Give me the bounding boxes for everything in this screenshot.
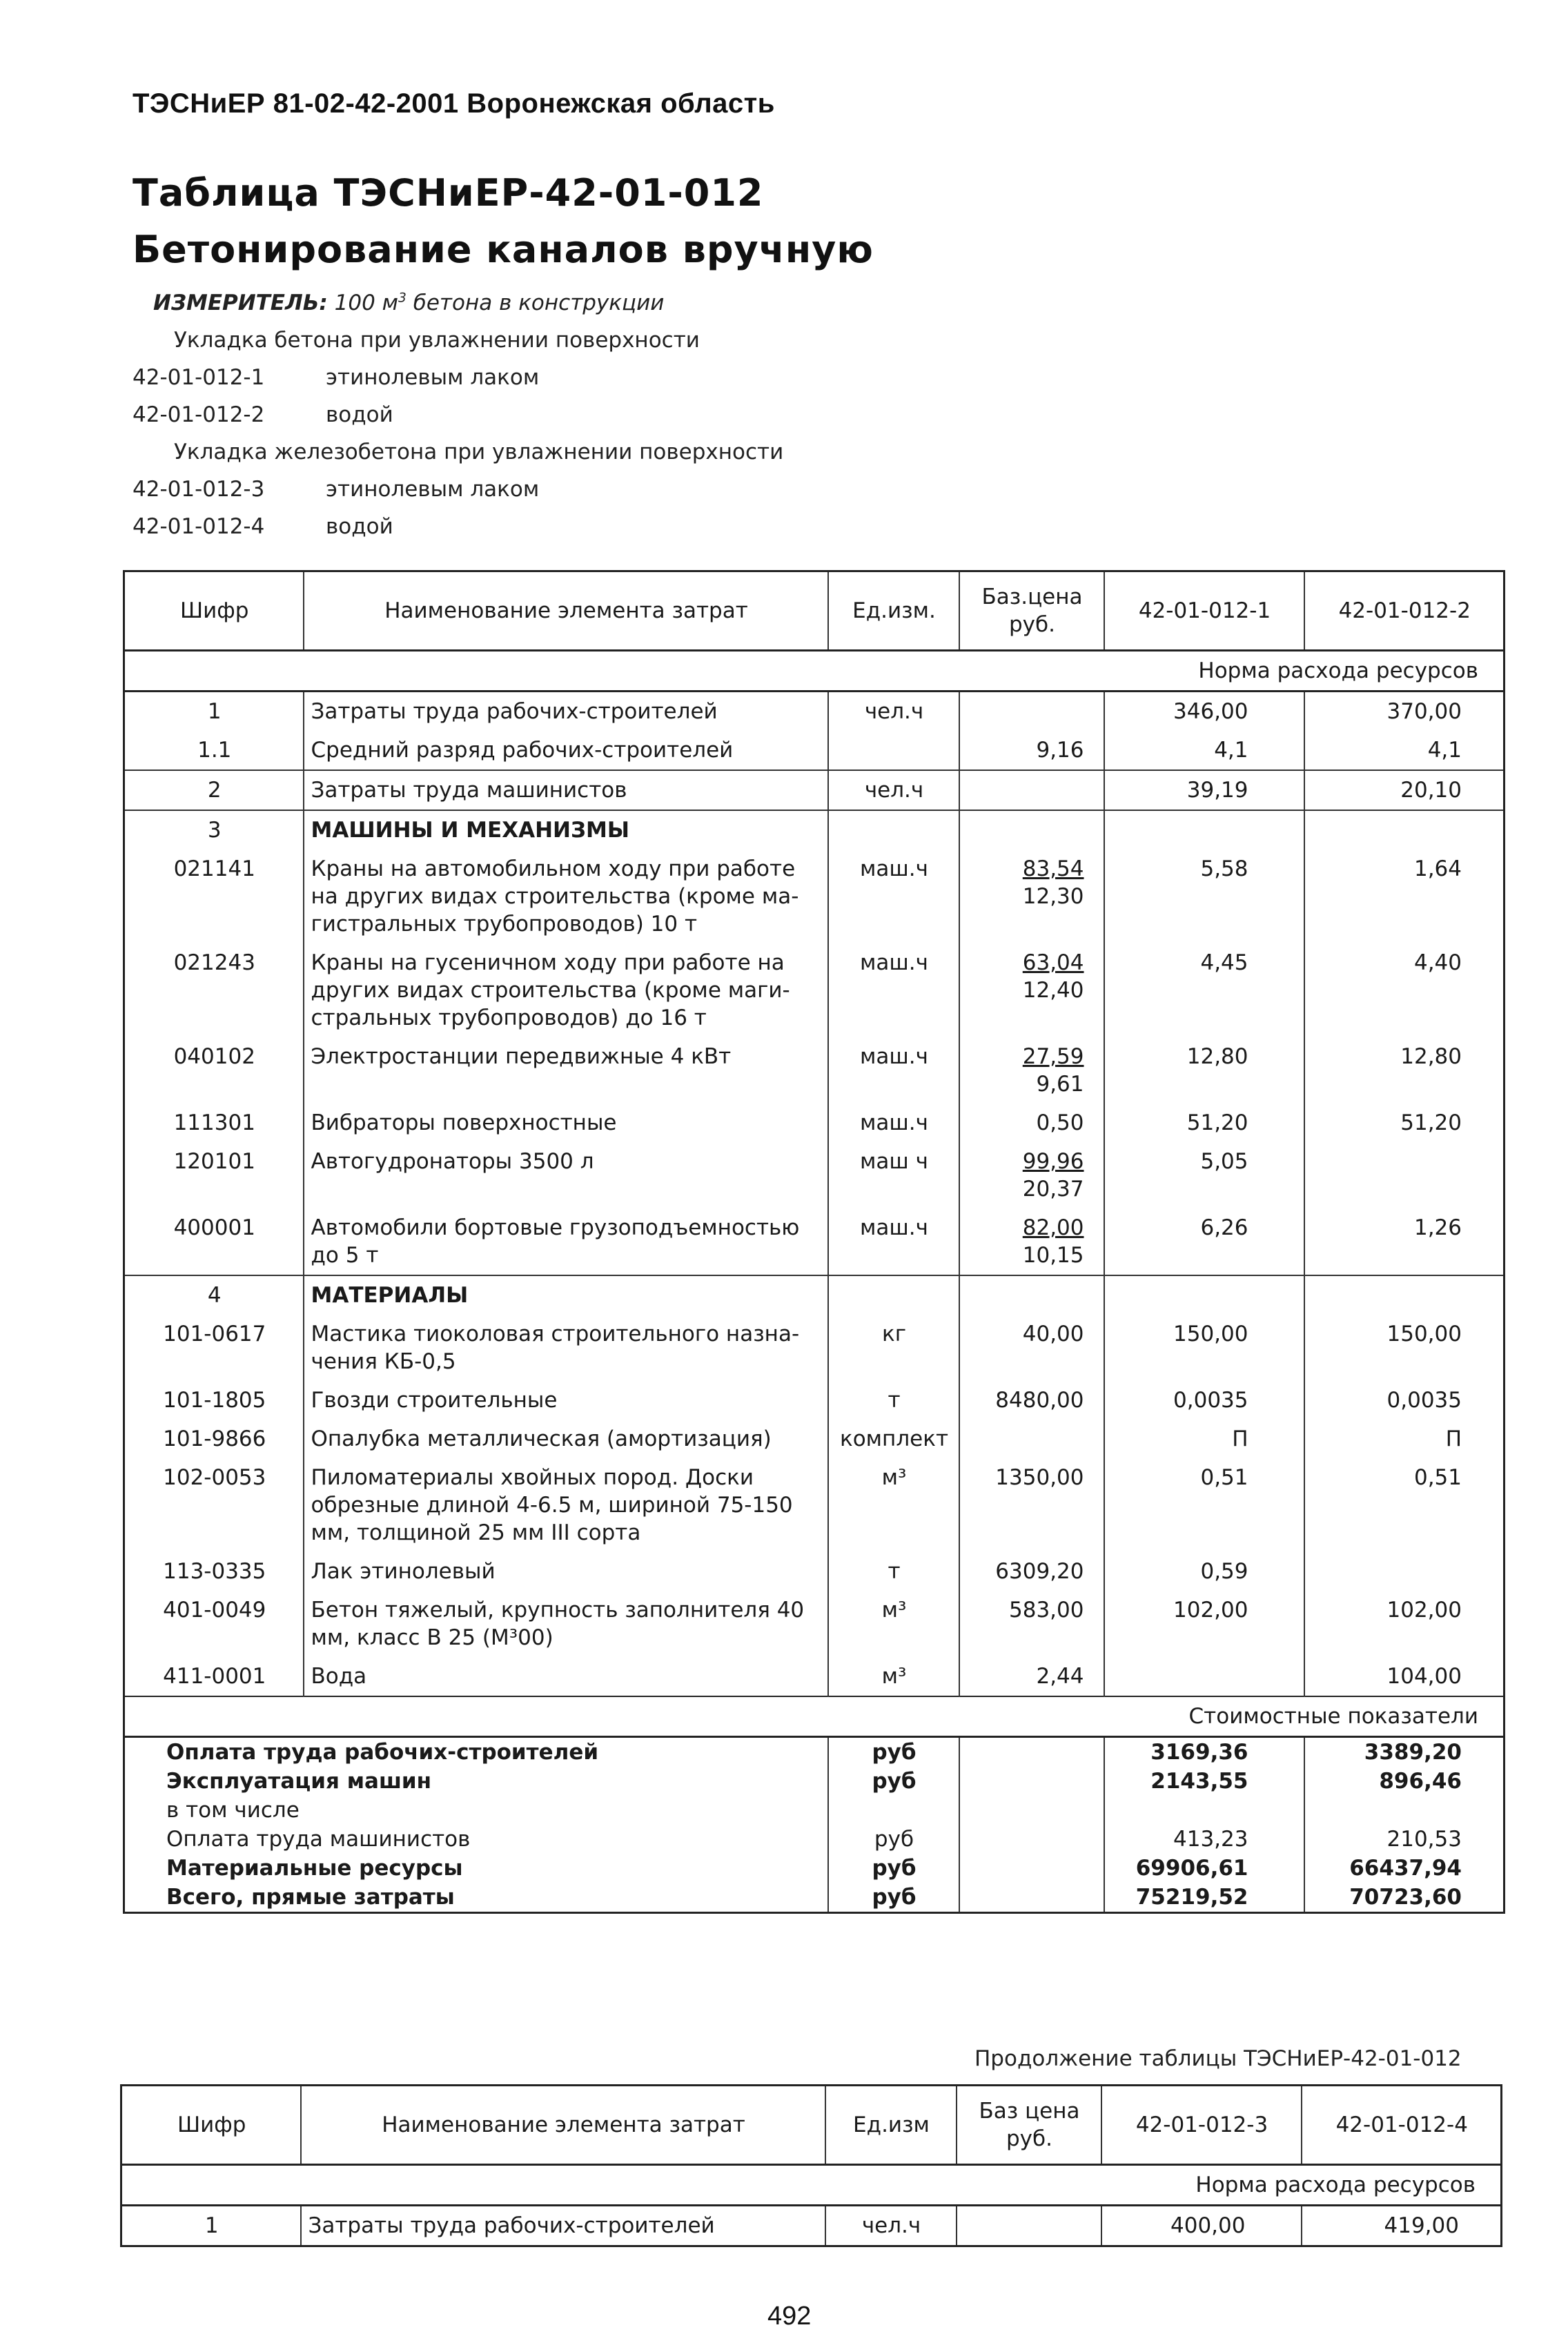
table-row	[124, 1458, 1505, 1552]
table-title: Таблица ТЭСНиЕР-42-01-012	[133, 171, 764, 215]
row-price	[959, 1420, 1104, 1458]
row-code: 101-0617	[163, 1322, 266, 1346]
row-code: 2	[124, 770, 304, 810]
group-item: 42-01-012-2 водой	[133, 402, 393, 427]
cost-value-col1: 2143,55	[1104, 1767, 1304, 1796]
table-row	[124, 731, 1505, 770]
norm-caption: Норма расхода ресурсов	[124, 651, 1505, 692]
row-price	[957, 2206, 1101, 2246]
row-code: 1	[204, 2213, 219, 2238]
row-name: Автомобили бортовые грузоподъемностью до 5 т	[304, 1208, 828, 1275]
cost-unit: руб	[828, 1825, 959, 1854]
price-operator-value: 20,37	[1022, 1177, 1084, 1202]
group-item: 42-01-012-3 этинолевым лаком	[133, 477, 540, 502]
row-value-col2: 370,00	[1304, 692, 1505, 732]
row-unit: м³	[828, 1657, 959, 1696]
header-unit: Ед.изм.	[828, 571, 959, 651]
cost-value-col2: 896,46	[1304, 1767, 1505, 1796]
header-col2: 42-01-012-2	[1304, 571, 1505, 651]
continuation-table	[120, 2084, 1502, 2247]
row-code: 1	[207, 699, 222, 724]
header-price: Баз цена руб.	[957, 2086, 1101, 2165]
cost-row	[124, 1883, 1505, 1913]
cost-value-col2	[1304, 1796, 1505, 1825]
cost-caption-row	[124, 1696, 1505, 1737]
row-value-col2: 104,00	[1304, 1657, 1505, 1696]
row-value-col2: 4,1	[1304, 731, 1505, 770]
header-unit: Ед.изм	[825, 2086, 957, 2165]
row-value-col2: П	[1304, 1420, 1505, 1458]
price-operator-value: 9,61	[1036, 1072, 1084, 1097]
row-value-col2	[1304, 1142, 1505, 1208]
table-header-row	[124, 571, 1505, 651]
row-price	[959, 1104, 1104, 1142]
row-value-col1	[1104, 810, 1304, 850]
row-value-col1: 5,58	[1104, 850, 1304, 943]
table-row	[124, 1315, 1505, 1381]
row-name: Краны на автомобильном ходу при работе на других видах строительства (кроме ма-гистральных трубопроводов) 10 т	[304, 850, 828, 943]
row-price	[959, 1552, 1104, 1591]
row-name: Автогудронаторы 3500 л	[304, 1142, 828, 1208]
table-row	[124, 1552, 1505, 1591]
price-value: 0,50	[1036, 1110, 1084, 1135]
row-price	[959, 1591, 1104, 1657]
cost-empty	[959, 1825, 1104, 1854]
row-price	[959, 1037, 1104, 1104]
resource-table	[123, 570, 1505, 1914]
row-code: 040102	[173, 1044, 255, 1069]
measure-line	[133, 284, 783, 322]
row-name: Бетон тяжелый, крупность заполнителя 40 мм, класс В 25 (М³00)	[304, 1591, 828, 1657]
row-code: 021141	[173, 856, 255, 881]
measure-value: 100 $м^3$ бетона в конструкции	[334, 291, 665, 315]
row-code: 111301	[173, 1110, 255, 1135]
price-value: 27,59	[1022, 1044, 1084, 1069]
row-value-col1: 150,00	[1104, 1315, 1304, 1381]
row-name: Средний разряд рабочих-строителей	[304, 731, 828, 770]
row-unit: м³	[828, 1591, 959, 1657]
header-name: Наименование элемента затрат	[301, 2086, 825, 2165]
row-value-col1: 12,80	[1104, 1037, 1304, 1104]
row-price	[959, 1142, 1104, 1208]
table-row	[124, 943, 1505, 1037]
row-code: 101-1805	[163, 1388, 266, 1413]
row-name: МАТЕРИАЛЫ	[304, 1275, 828, 1315]
row-unit: т	[828, 1381, 959, 1420]
price-value: 63,04	[1022, 950, 1084, 975]
row-unit: маш.ч	[828, 1104, 959, 1142]
row-name: Опалубка металлическая (амортизация)	[304, 1420, 828, 1458]
continuation-caption: Продолжение таблицы ТЭСНиЕР-42-01-012	[974, 2046, 1462, 2071]
price-value: 1350,00	[995, 1465, 1084, 1490]
row-value-col2	[1304, 1275, 1505, 1315]
row-name: МАШИНЫ И МЕХАНИЗМЫ	[304, 810, 828, 850]
cost-value-col2: 66437,94	[1304, 1854, 1505, 1883]
document-header: ТЭСНиЕР 81-02-42-2001 Воронежская область	[133, 88, 775, 119]
row-price	[959, 770, 1104, 810]
row-unit: маш.ч	[828, 850, 959, 943]
header-price: Баз.цена руб.	[959, 571, 1104, 651]
price-value: 40,00	[1022, 1322, 1084, 1346]
cost-name: Оплата труда рабочих-строителей	[166, 1740, 599, 1765]
cost-unit: руб	[828, 1883, 959, 1913]
row-code: 3	[124, 810, 304, 850]
cost-value-col1: 413,23	[1104, 1825, 1304, 1854]
cost-name: Эксплуатация машин	[166, 1769, 432, 1794]
row-value-col2: 102,00	[1304, 1591, 1505, 1657]
table-row	[124, 1208, 1505, 1275]
row-price	[959, 1275, 1104, 1315]
header-code: Шифр	[121, 2086, 301, 2165]
cost-unit: руб	[828, 1737, 959, 1767]
table-row	[124, 770, 1505, 810]
table-row	[124, 1037, 1505, 1104]
row-price	[959, 1458, 1104, 1552]
table-subtitle: Бетонирование каналов вручную	[133, 228, 874, 271]
cost-empty	[959, 1737, 1104, 1767]
row-code: 1.1	[197, 738, 232, 763]
cost-name: в том числе	[166, 1798, 300, 1823]
norm-caption-row	[124, 651, 1505, 692]
row-value-col1: 39,19	[1104, 770, 1304, 810]
cost-row	[124, 1854, 1505, 1883]
row-unit: комплект	[828, 1420, 959, 1458]
table-row	[124, 810, 1505, 850]
cost-name: Всего, прямые затраты	[166, 1885, 455, 1910]
cost-value-col1: 69906,61	[1104, 1854, 1304, 1883]
cost-unit: руб	[828, 1854, 959, 1883]
row-value-col1	[1104, 1657, 1304, 1696]
cost-row	[124, 1825, 1505, 1854]
row-value-col2: 4,40	[1304, 943, 1505, 1037]
page-number: 492	[767, 2302, 812, 2331]
table-row	[124, 1420, 1505, 1458]
price-value: 6309,20	[995, 1559, 1084, 1584]
row-unit: маш.ч	[828, 943, 959, 1037]
row-price	[959, 731, 1104, 770]
row-name: Лак этинолевый	[304, 1552, 828, 1591]
row-price	[959, 1208, 1104, 1275]
price-value: 2,44	[1036, 1664, 1084, 1689]
row-value-col1: 5,05	[1104, 1142, 1304, 1208]
header-col1: 42-01-012-1	[1104, 571, 1304, 651]
cost-value-col1: 75219,52	[1104, 1883, 1304, 1913]
price-value: 8480,00	[995, 1388, 1084, 1413]
row-value-col2: 0,51	[1304, 1458, 1505, 1552]
norm-caption-row	[121, 2165, 1502, 2206]
row-unit: маш.ч	[828, 1208, 959, 1275]
row-unit	[828, 1275, 959, 1315]
row-value-col2: 51,20	[1304, 1104, 1505, 1142]
table-row	[124, 1657, 1505, 1696]
row-unit: чел.ч	[828, 692, 959, 732]
cost-empty	[959, 1796, 1104, 1825]
price-operator-value: 10,15	[1022, 1243, 1084, 1268]
row-unit: чел.ч	[828, 770, 959, 810]
table-row	[124, 850, 1505, 943]
cost-empty	[959, 1883, 1104, 1913]
cost-value-col2: 70723,60	[1304, 1883, 1505, 1913]
cost-caption: Стоимостные показатели	[124, 1696, 1505, 1737]
table-row	[124, 1142, 1505, 1208]
row-value-col2: 20,10	[1304, 770, 1505, 810]
row-price	[959, 692, 1104, 732]
group-title: Укладка железобетона при увлажнении поверхности	[174, 440, 784, 464]
row-value-col2: 419,00	[1302, 2206, 1502, 2246]
row-price	[959, 850, 1104, 943]
row-value-col1: 6,26	[1104, 1208, 1304, 1275]
row-value-col2: 1,64	[1304, 850, 1505, 943]
price-value: 82,00	[1022, 1215, 1084, 1240]
cost-value-col2: 210,53	[1304, 1825, 1505, 1854]
table-row	[124, 1591, 1505, 1657]
price-value: 9,16	[1036, 738, 1084, 763]
row-name: Краны на гусеничном ходу при работе на других видах строительства (кроме маги-стральных трубопроводов) до 16 т	[304, 943, 828, 1037]
row-value-col2: 12,80	[1304, 1037, 1505, 1104]
cost-row	[124, 1796, 1505, 1825]
row-name: Гвозди строительные	[304, 1381, 828, 1420]
cost-name: Оплата труда машинистов	[166, 1827, 471, 1852]
cost-value-col2: 3389,20	[1304, 1737, 1505, 1767]
row-name: Вода	[304, 1657, 828, 1696]
row-value-col1: 0,0035	[1104, 1381, 1304, 1420]
norm-caption: Норма расхода ресурсов	[121, 2165, 1502, 2206]
row-name: Вибраторы поверхностные	[304, 1104, 828, 1142]
table-body	[121, 2165, 1502, 2246]
header-code: Шифр	[124, 571, 304, 651]
row-unit: м³	[828, 1458, 959, 1552]
row-price	[959, 1657, 1104, 1696]
cost-empty	[959, 1854, 1104, 1883]
cost-row	[124, 1767, 1505, 1796]
cost-unit	[828, 1796, 959, 1825]
group-item: 42-01-012-1 этинолевым лаком	[133, 365, 540, 390]
row-value-col2: 150,00	[1304, 1315, 1505, 1381]
row-price	[959, 1315, 1104, 1381]
row-unit: маш.ч	[828, 1037, 959, 1104]
price-value: 99,96	[1022, 1149, 1084, 1174]
row-value-col1	[1104, 1275, 1304, 1315]
row-code: 411-0001	[163, 1664, 266, 1689]
row-code: 401-0049	[163, 1598, 266, 1623]
table-body	[124, 651, 1505, 1913]
row-value-col1: 102,00	[1104, 1591, 1304, 1657]
price-operator-value: 12,30	[1022, 884, 1084, 909]
header-name: Наименование элемента затрат	[304, 571, 828, 651]
row-name: Электростанции передвижные 4 кВт	[304, 1037, 828, 1104]
row-value-col2: 1,26	[1304, 1208, 1505, 1275]
row-unit: маш ч	[828, 1142, 959, 1208]
table-row	[124, 1104, 1505, 1142]
row-code: 400001	[173, 1215, 255, 1240]
price-value: 83,54	[1022, 856, 1084, 881]
cost-row	[124, 1737, 1505, 1767]
row-code: 120101	[173, 1149, 255, 1174]
row-value-col2: 0,0035	[1304, 1381, 1505, 1420]
row-unit: кг	[828, 1315, 959, 1381]
row-value-col1: 51,20	[1104, 1104, 1304, 1142]
row-code: 4	[124, 1275, 304, 1315]
row-value-col1: 4,45	[1104, 943, 1304, 1037]
row-code: 102-0053	[163, 1465, 266, 1490]
row-name: Затраты труда рабочих-строителей	[304, 692, 828, 732]
cost-name: Материальные ресурсы	[166, 1856, 463, 1881]
cost-empty	[959, 1767, 1104, 1796]
group-title: Укладка бетона при увлажнении поверхности	[174, 328, 700, 353]
row-value-col1: 346,00	[1104, 692, 1304, 732]
row-value-col2	[1304, 1552, 1505, 1591]
row-unit	[828, 810, 959, 850]
row-unit: чел.ч	[825, 2206, 957, 2246]
row-value-col1: 400,00	[1101, 2206, 1302, 2246]
row-price	[959, 810, 1104, 850]
price-value: 583,00	[1009, 1598, 1084, 1623]
table-row	[124, 692, 1505, 732]
row-code: 021243	[173, 950, 255, 975]
intro-block	[133, 284, 783, 545]
table-header-row	[121, 2086, 1502, 2165]
row-value-col1: 0,59	[1104, 1552, 1304, 1591]
cost-unit: руб	[828, 1767, 959, 1796]
row-value-col1: 4,1	[1104, 731, 1304, 770]
row-name: Затраты труда машинистов	[304, 770, 828, 810]
row-name: Пиломатериалы хвойных пород. Доски обрезные длиной 4-6.5 м, шириной 75-150 мм, толщиной 25 мм III сорта	[304, 1458, 828, 1552]
row-price	[959, 943, 1104, 1037]
table-row	[121, 2206, 1502, 2246]
price-operator-value: 12,40	[1022, 978, 1084, 1003]
row-name: Мастика тиоколовая строительного назна-чения КБ-0,5	[304, 1315, 828, 1381]
measure-label: ИЗМЕРИТЕЛЬ:	[153, 291, 328, 315]
table-row	[124, 1275, 1505, 1315]
row-name: Затраты труда рабочих-строителей	[301, 2206, 825, 2246]
group-item: 42-01-012-4 водой	[133, 514, 393, 539]
cost-value-col1: 3169,36	[1104, 1737, 1304, 1767]
header-col1: 42-01-012-3	[1101, 2086, 1302, 2165]
row-value-col2	[1304, 810, 1505, 850]
row-value-col1: 0,51	[1104, 1458, 1304, 1552]
row-unit: т	[828, 1552, 959, 1591]
row-unit	[828, 731, 959, 770]
header-col2: 42-01-012-4	[1302, 2086, 1502, 2165]
table-row	[124, 1381, 1505, 1420]
cost-value-col1	[1104, 1796, 1304, 1825]
row-code: 113-0335	[163, 1559, 266, 1584]
row-code: 101-9866	[163, 1427, 266, 1451]
row-price	[959, 1381, 1104, 1420]
row-value-col1: П	[1104, 1420, 1304, 1458]
